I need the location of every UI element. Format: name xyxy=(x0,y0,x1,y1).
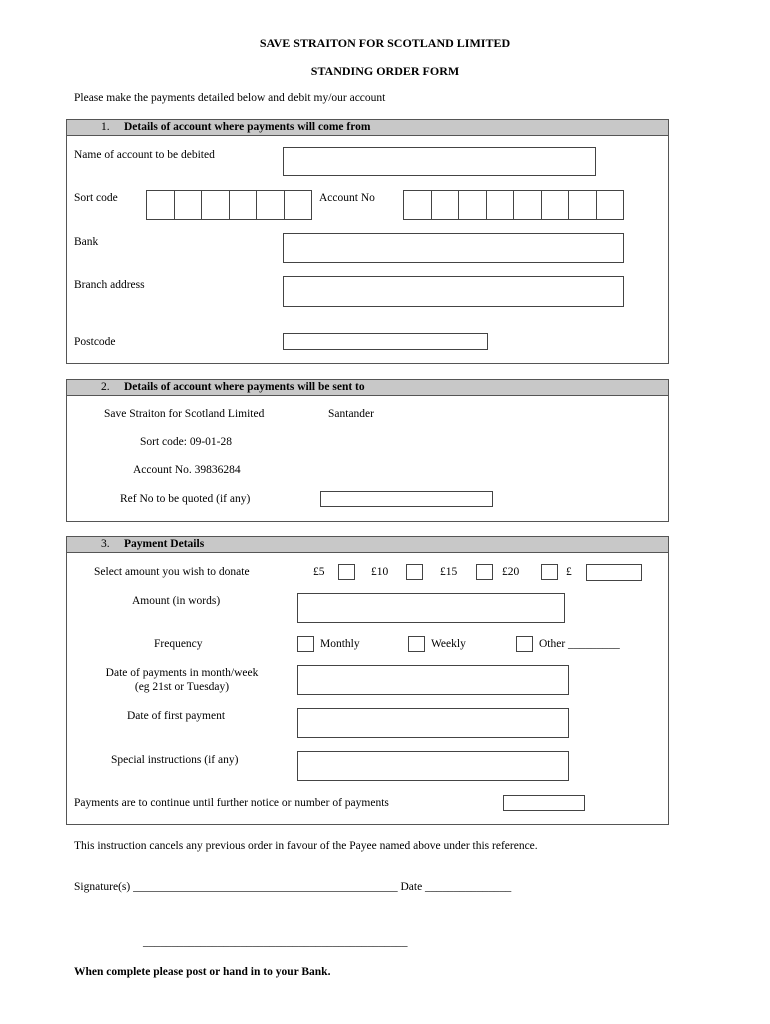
amount-words-label: Amount (in words) xyxy=(132,595,221,607)
branch-address-label: Branch address xyxy=(74,279,145,291)
amount-5-checkbox[interactable] xyxy=(338,564,355,580)
payee-name: Save Straiton for Scotland Limited xyxy=(104,408,265,420)
frequency-weekly-checkbox[interactable] xyxy=(408,636,425,652)
section-3-heading: Payment Details xyxy=(124,538,205,550)
continue-label: Payments are to continue until further notice or number of payments xyxy=(74,797,389,809)
section-2-heading: Details of account where payments will be sent to xyxy=(124,381,365,393)
amount-words-input[interactable] xyxy=(297,593,565,623)
section-1-heading: Details of account where payments will come from xyxy=(124,121,371,133)
account-no-boxes[interactable] xyxy=(403,190,624,220)
amount-10-label: £10 xyxy=(371,566,389,578)
section-1-number: 1. xyxy=(101,121,110,133)
intro-text: Please make the payments detailed below and debit my/our account xyxy=(74,92,386,104)
frequency-other-checkbox[interactable] xyxy=(516,636,533,652)
frequency-monthly-checkbox[interactable] xyxy=(297,636,314,652)
section-2-number: 2. xyxy=(101,381,110,393)
frequency-weekly-label: Weekly xyxy=(431,638,466,650)
payee-account-no: Account No. 39836284 xyxy=(133,464,241,476)
account-no-label: Account No xyxy=(319,192,375,204)
first-payment-input[interactable] xyxy=(297,708,569,738)
amount-other-label: £ xyxy=(566,566,572,578)
payee-sort-code: Sort code: 09-01-28 xyxy=(140,436,232,448)
signature-line[interactable]: Signature(s) ______________________________________________ Date _______________ xyxy=(74,881,512,893)
name-label: Name of account to be debited xyxy=(74,149,215,161)
cancel-notice: This instruction cancels any previous order in favour of the Payee named above under this reference. xyxy=(74,840,538,852)
date-payments-input[interactable] xyxy=(297,665,569,695)
postcode-input[interactable] xyxy=(283,333,488,350)
special-instructions-input[interactable] xyxy=(297,751,569,781)
ref-input[interactable] xyxy=(320,491,493,507)
amount-20-label: £20 xyxy=(502,566,520,578)
branch-address-input[interactable] xyxy=(283,276,624,307)
amount-other-input[interactable] xyxy=(586,564,642,581)
postcode-label: Postcode xyxy=(74,336,116,348)
ref-label: Ref No to be quoted (if any) xyxy=(120,493,251,505)
date-payments-example: (eg 21st or Tuesday) xyxy=(134,681,230,693)
org-title: SAVE STRAITON FOR SCOTLAND LIMITED xyxy=(259,36,511,50)
amount-15-checkbox[interactable] xyxy=(476,564,493,580)
amount-20-checkbox[interactable] xyxy=(541,564,558,580)
section-3-header xyxy=(67,537,668,553)
frequency-label: Frequency xyxy=(154,638,203,650)
section-2-header xyxy=(67,380,668,396)
select-amount-label: Select amount you wish to donate xyxy=(94,566,250,578)
bank-label: Bank xyxy=(74,236,99,248)
amount-10-checkbox[interactable] xyxy=(406,564,423,580)
payee-bank: Santander xyxy=(328,408,374,420)
post-notice: When complete please post or hand in to your Bank. xyxy=(74,966,331,978)
sort-code-boxes[interactable] xyxy=(146,190,312,220)
account-name-input[interactable] xyxy=(283,147,596,176)
date-payments-label: Date of payments in month/week xyxy=(105,667,259,679)
section-1-header xyxy=(67,120,668,136)
section-3-number: 3. xyxy=(101,538,110,550)
bank-input[interactable] xyxy=(283,233,624,263)
second-signature-line[interactable]: ______________________________________________ xyxy=(143,936,408,948)
form-title: STANDING ORDER FORM xyxy=(310,64,460,78)
number-of-payments-input[interactable] xyxy=(503,795,585,811)
frequency-other-label: Other _________ xyxy=(539,638,620,650)
amount-15-label: £15 xyxy=(440,566,458,578)
special-instructions-label: Special instructions (if any) xyxy=(111,754,239,766)
first-payment-label: Date of first payment xyxy=(127,710,226,722)
sort-code-label: Sort code xyxy=(74,192,118,204)
amount-5-label: £5 xyxy=(313,566,325,578)
frequency-monthly-label: Monthly xyxy=(320,638,360,650)
